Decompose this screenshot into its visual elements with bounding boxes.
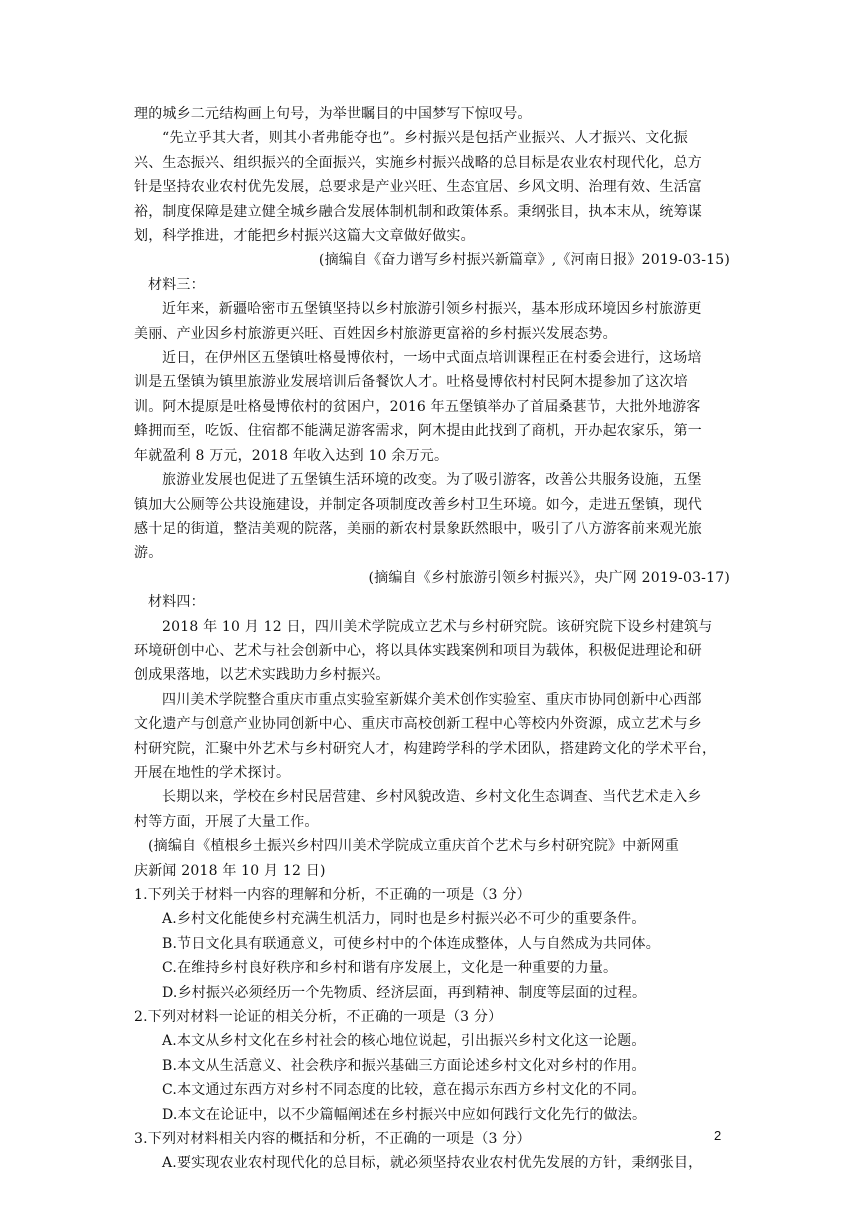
paragraph-line: 训是五堡镇为镇里旅游业发展培训后备餐饮人才。吐格曼博依村村民阿木提参加了这次培	[134, 374, 688, 391]
source-citation: 庆新闻 2018 年 10 月 12 日)	[134, 862, 326, 879]
question-stem: 1.下列关于材料一内容的理解和分析，不正确的一项是（3 分）	[134, 887, 531, 903]
paragraph-line: 开展在地性的学术探讨。	[134, 764, 291, 781]
page-number: 2	[714, 1128, 722, 1143]
paragraph-line: 四川美术学院整合重庆市重点实验室新媒介美术创作实验室、重庆市协同创新中心西部	[162, 691, 702, 708]
source-citation: (摘编自《奋力谱写乡村振兴新篇章》,《河南日报》2019-03-15)	[318, 252, 730, 269]
paragraph-line: 村等方面，开展了大量工作。	[134, 813, 319, 830]
paragraph-line: 理的城乡二元结构画上句号，为举世瞩目的中国梦写下惊叹号。	[134, 106, 532, 122]
answer-option: D.本文在论证中，以不少篇幅阐述在乡村振兴中应如何践行文化先行的做法。	[162, 1106, 647, 1123]
answer-option: B.节日文化具有联通意义，可使乡村中的个体连成整体，人与自然成为共同体。	[162, 935, 660, 952]
answer-option: A.乡村文化能使乡村充满生机活力，同时也是乡村振兴必不可少的重要条件。	[162, 911, 646, 928]
paragraph-line: 近日，在伊州区五堡镇吐格曼博依村，一场中式面点培训课程正在村委会进行，这场培	[162, 350, 702, 367]
paragraph-line: 裕，制度保障是建立健全城乡融合发展体制机制和政策体系。秉纲张目，执本末从，统筹谋	[134, 203, 702, 220]
paragraph-line: 近年来，新疆哈密市五堡镇坚持以乡村旅游引领乡村振兴，基本形成环境因乡村旅游更	[162, 301, 702, 318]
paragraph-line: 文化遗产与创意产业协同创新中心、重庆市高校创新工程中心等校内外资源，成立艺术与乡	[134, 716, 702, 733]
paragraph-line: 2018 年 10 月 12 日，四川美术学院成立艺术与乡村研究院。该研究院下设乡村建筑与	[162, 618, 713, 635]
paragraph-line: 长期以来，学校在乡村民居营建、乡村风貌改造、乡村文化生态调查、当代艺术走入乡	[162, 789, 702, 806]
source-citation: (摘编自《乡村旅游引领乡村振兴》，央广网 2019-03-17)	[368, 569, 730, 586]
paragraph-line: 蜂拥而至，吃饭、住宿都不能满足游客需求，阿木提由此找到了商机，开办起农家乐，第一	[134, 423, 702, 440]
answer-option: C.本文通过东西方对乡村不同态度的比较，意在揭示东西方乡村文化的不同。	[162, 1082, 646, 1099]
answer-option: C.在维持乡村良好秩序和乡村和谐有序发展上，文化是一种重要的力量。	[162, 960, 618, 977]
section-heading: 材料三：	[148, 276, 205, 293]
question-stem: 2.下列对材料一论证的相关分析，不正确的一项是（3 分）	[134, 1009, 503, 1026]
paragraph-line: 年就盈利 8 万元，2018 年收入达到 10 余万元。	[134, 447, 449, 464]
answer-option: B.本文从生活意义、社会秩序和振兴基础三方面论述乡村文化对乡村的作用。	[162, 1057, 646, 1074]
section-heading: 材料四：	[148, 594, 205, 611]
paragraph-line: 游。	[134, 545, 163, 562]
paragraph-line: 创成果落地，以艺术实践助力乡村振兴。	[134, 667, 390, 684]
paragraph-line: 旅游业发展也促进了五堡镇生活环境的改变。为了吸引游客，改善公共服务设施，五堡	[162, 472, 702, 489]
paragraph-line: 针是坚持农业农村优先发展，总要求是产业兴旺、生态宜居、乡风文明、治理有效、生活富	[134, 179, 702, 196]
paragraph-line: 兴、生态振兴、组织振兴的全面振兴，实施乡村振兴战略的总目标是农业农村现代化，总方	[134, 154, 702, 171]
paragraph-line: 划，科学推进，才能把乡村振兴这篇大文章做好做实。	[134, 228, 475, 245]
answer-option: D.乡村振兴必须经历一个先物质、经济层面，再到精神、制度等层面的过程。	[162, 984, 647, 1001]
paragraph-line: 镇加大公厕等公共设施建设，并制定各项制度改善乡村卫生环境。如今，走进五堡镇，现代	[134, 496, 702, 513]
paragraph-line: 感十足的街道，整洁美观的院落，美丽的新农村景象跃然眼中，吸引了八方游客前来观光旅	[134, 520, 702, 537]
paragraph-line: “先立乎其大者，则其小者弗能夺也”。乡村振兴是包括产业振兴、人才振兴、文化振	[162, 130, 688, 147]
paragraph-line: 训。阿木提原是吐格曼博依村的贫困户，2016 年五堡镇举办了首届桑葚节，大批外地游客	[134, 398, 701, 415]
paragraph-line: 环境研创中心、艺术与社会创新中心，将以具体实践案例和项目为载体，积极促进理论和研	[134, 642, 702, 659]
paragraph-line: 美丽、产业因乡村旅游更兴旺、百姓因乡村旅游更富裕的乡村振兴发展态势。	[134, 325, 617, 342]
answer-option: A.本文从乡村文化在乡村社会的核心地位说起，引出振兴乡村文化这一论题。	[162, 1033, 646, 1050]
document-body	[134, 102, 730, 1176]
answer-option: A.要实现农业农村现代化的总目标，就必须坚持农业农村优先发展的方针，秉纲张目，	[162, 1155, 703, 1172]
source-citation: (摘编自《植根乡土振兴乡村四川美术学院成立重庆首个艺术与乡村研究院》中新网重	[148, 838, 680, 855]
question-stem: 3.下列对材料相关内容的概括和分析，不正确的一项是（3 分）	[134, 1131, 531, 1148]
paragraph-line: 村研究院，汇聚中外艺术与乡村研究人才，构建跨学科的学术团队，搭建跨文化的学术平台，	[134, 740, 717, 757]
